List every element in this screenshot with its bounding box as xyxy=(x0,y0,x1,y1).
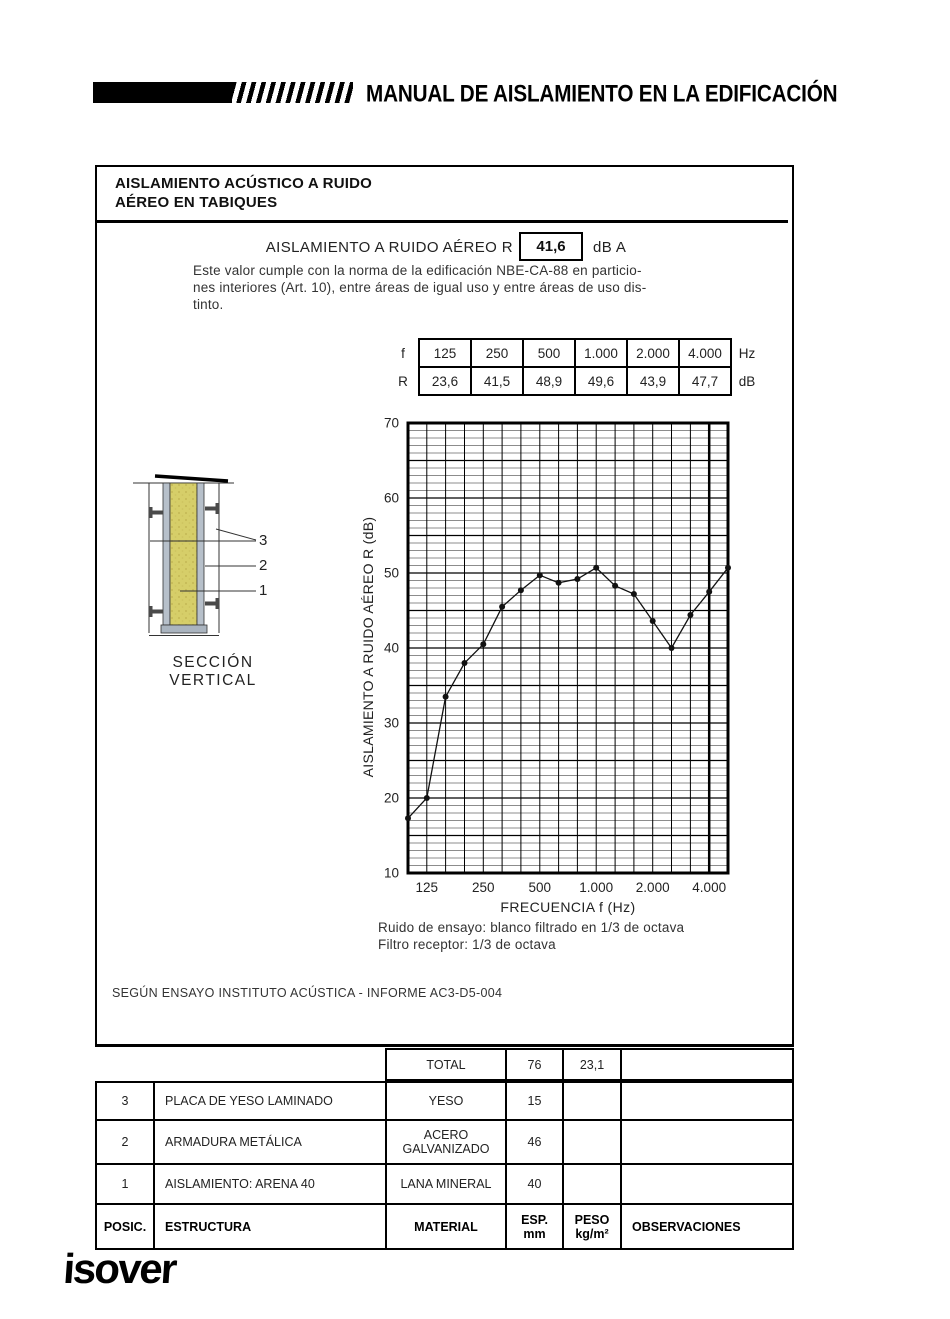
frequency-row xyxy=(388,339,762,367)
total-peso: 23,1 xyxy=(563,1049,621,1080)
figure-label-3: 3 xyxy=(259,532,268,549)
svg-text:70: 70 xyxy=(383,415,399,431)
r-unit: dB xyxy=(738,373,756,389)
f-cell: 125 xyxy=(419,339,471,367)
panel-title-line1: AISLAMIENTO ACÚSTICO A RUIDO xyxy=(115,175,372,192)
rating-unit: dB A xyxy=(593,239,627,256)
f-cell: 250 xyxy=(471,339,523,367)
f-unit: Hz xyxy=(738,345,756,361)
chart-notes xyxy=(378,919,684,953)
floor-channel xyxy=(161,625,207,633)
header-material: MATERIAL xyxy=(386,1204,506,1249)
material-cell: YESO xyxy=(386,1082,506,1120)
estructura-cell: AISLAMIENTO: ARENA 40 xyxy=(154,1164,386,1204)
panel-title-block xyxy=(97,167,788,223)
header-observaciones: OBSERVACIONES xyxy=(621,1204,793,1249)
svg-text:20: 20 xyxy=(383,790,399,806)
posic-cell: 1 xyxy=(96,1164,154,1204)
svg-text:2.000: 2.000 xyxy=(635,880,670,895)
f-cell: 4.000 xyxy=(679,339,731,367)
x-axis-title: FRECUENCIA f (Hz) xyxy=(500,899,636,915)
esp-cell: 46 xyxy=(506,1120,563,1164)
peso-cell xyxy=(563,1082,621,1120)
r-cell: 48,9 xyxy=(523,367,575,395)
r-cell: 49,6 xyxy=(575,367,627,395)
insulation-chart xyxy=(330,405,800,900)
rating-label: AISLAMIENTO A RUIDO AÉREO R xyxy=(265,239,513,256)
esp-cell: 15 xyxy=(506,1082,563,1120)
test-reference: SEGÚN ENSAYO INSTITUTO ACÚSTICA - INFORME AC3-D5-004 xyxy=(112,986,503,1000)
header-esp: ESP. mm xyxy=(506,1204,563,1249)
f-label: f xyxy=(401,345,405,361)
isover-logo: isover xyxy=(61,1245,177,1292)
norm-line: Este valor cumple con la norma de la edificación NBE-CA-88 en particio- xyxy=(193,263,642,278)
r-cell: 41,5 xyxy=(471,367,523,395)
table-row xyxy=(96,1164,793,1204)
plasterboard-right xyxy=(197,483,204,625)
total-esp: 76 xyxy=(506,1049,563,1080)
header-estructura: ESTRUCTURA xyxy=(154,1204,386,1249)
figure-label-1: 1 xyxy=(259,582,268,599)
svg-text:250: 250 xyxy=(472,880,495,895)
total-label: TOTAL xyxy=(386,1049,506,1080)
header-solid-bar xyxy=(93,82,232,103)
f-cell: 1.000 xyxy=(575,339,627,367)
header-peso: PESO kg/m² xyxy=(563,1204,621,1249)
note-line: Filtro receptor: 1/3 de octava xyxy=(378,937,556,952)
note-line: Ruido de ensayo: blanco filtrado en 1/3 de octava xyxy=(378,920,685,935)
f-cell: 500 xyxy=(523,339,575,367)
peso-cell xyxy=(563,1120,621,1164)
posic-cell: 3 xyxy=(96,1082,154,1120)
norm-line: nes interiores (Art. 10), entre áreas de igual uso y entre áreas de uso dis- xyxy=(193,280,647,295)
observaciones-cell xyxy=(621,1082,793,1120)
svg-text:30: 30 xyxy=(383,715,399,731)
mineral-wool-core xyxy=(170,483,197,625)
frequency-table xyxy=(388,338,762,396)
figure-label-2: 2 xyxy=(259,557,268,574)
material-cell: LANA MINERAL xyxy=(386,1164,506,1204)
posic-cell: 2 xyxy=(96,1120,154,1164)
svg-text:40: 40 xyxy=(383,640,399,656)
rating-value-box: 41,6 xyxy=(519,232,583,261)
svg-text:4.000: 4.000 xyxy=(692,880,727,895)
norm-paragraph xyxy=(193,262,713,313)
section-caption: SECCIÓN VERTICAL xyxy=(169,654,257,689)
total-row-table xyxy=(385,1048,794,1081)
peso-cell xyxy=(563,1164,621,1204)
material-cell: ACERO GALVANIZADO xyxy=(386,1120,506,1164)
r-cell: 47,7 xyxy=(679,367,731,395)
r-cell: 43,9 xyxy=(627,367,679,395)
observaciones-cell xyxy=(621,1120,793,1164)
table-row xyxy=(96,1082,793,1120)
estructura-cell: PLACA DE YESO LAMINADO xyxy=(154,1082,386,1120)
svg-text:50: 50 xyxy=(383,565,399,581)
r-row xyxy=(388,367,762,395)
wall-section-drawing xyxy=(128,462,328,647)
f-cell: 2.000 xyxy=(627,339,679,367)
svg-text:500: 500 xyxy=(528,880,552,895)
norm-line: tinto. xyxy=(193,297,224,312)
r-label: R xyxy=(398,373,408,389)
svg-text:10: 10 xyxy=(383,865,399,881)
observaciones-cell xyxy=(621,1164,793,1204)
total-observaciones xyxy=(621,1049,793,1080)
estructura-cell: ARMADURA METÁLICA xyxy=(154,1120,386,1164)
total-row xyxy=(386,1049,793,1080)
panel-title-line2: AÉREO EN TABIQUES xyxy=(115,194,278,211)
esp-cell: 40 xyxy=(506,1164,563,1204)
svg-text:1.000: 1.000 xyxy=(579,880,614,895)
table-row xyxy=(96,1120,793,1164)
materials-table xyxy=(95,1081,794,1250)
header-diagonal-stripes xyxy=(232,82,353,103)
header-posic: POSIC. xyxy=(96,1204,154,1249)
svg-text:60: 60 xyxy=(383,490,399,506)
table-header-row xyxy=(96,1204,793,1249)
y-axis-label: AISLAMIENTO A RUIDO AÉREO R (dB) xyxy=(360,516,376,778)
manual-title: MANUAL DE AISLAMIENTO EN LA EDIFICACIÓN xyxy=(366,79,838,107)
r-cell: 23,6 xyxy=(419,367,471,395)
svg-text:125: 125 xyxy=(415,880,439,895)
plasterboard-left xyxy=(163,483,170,625)
